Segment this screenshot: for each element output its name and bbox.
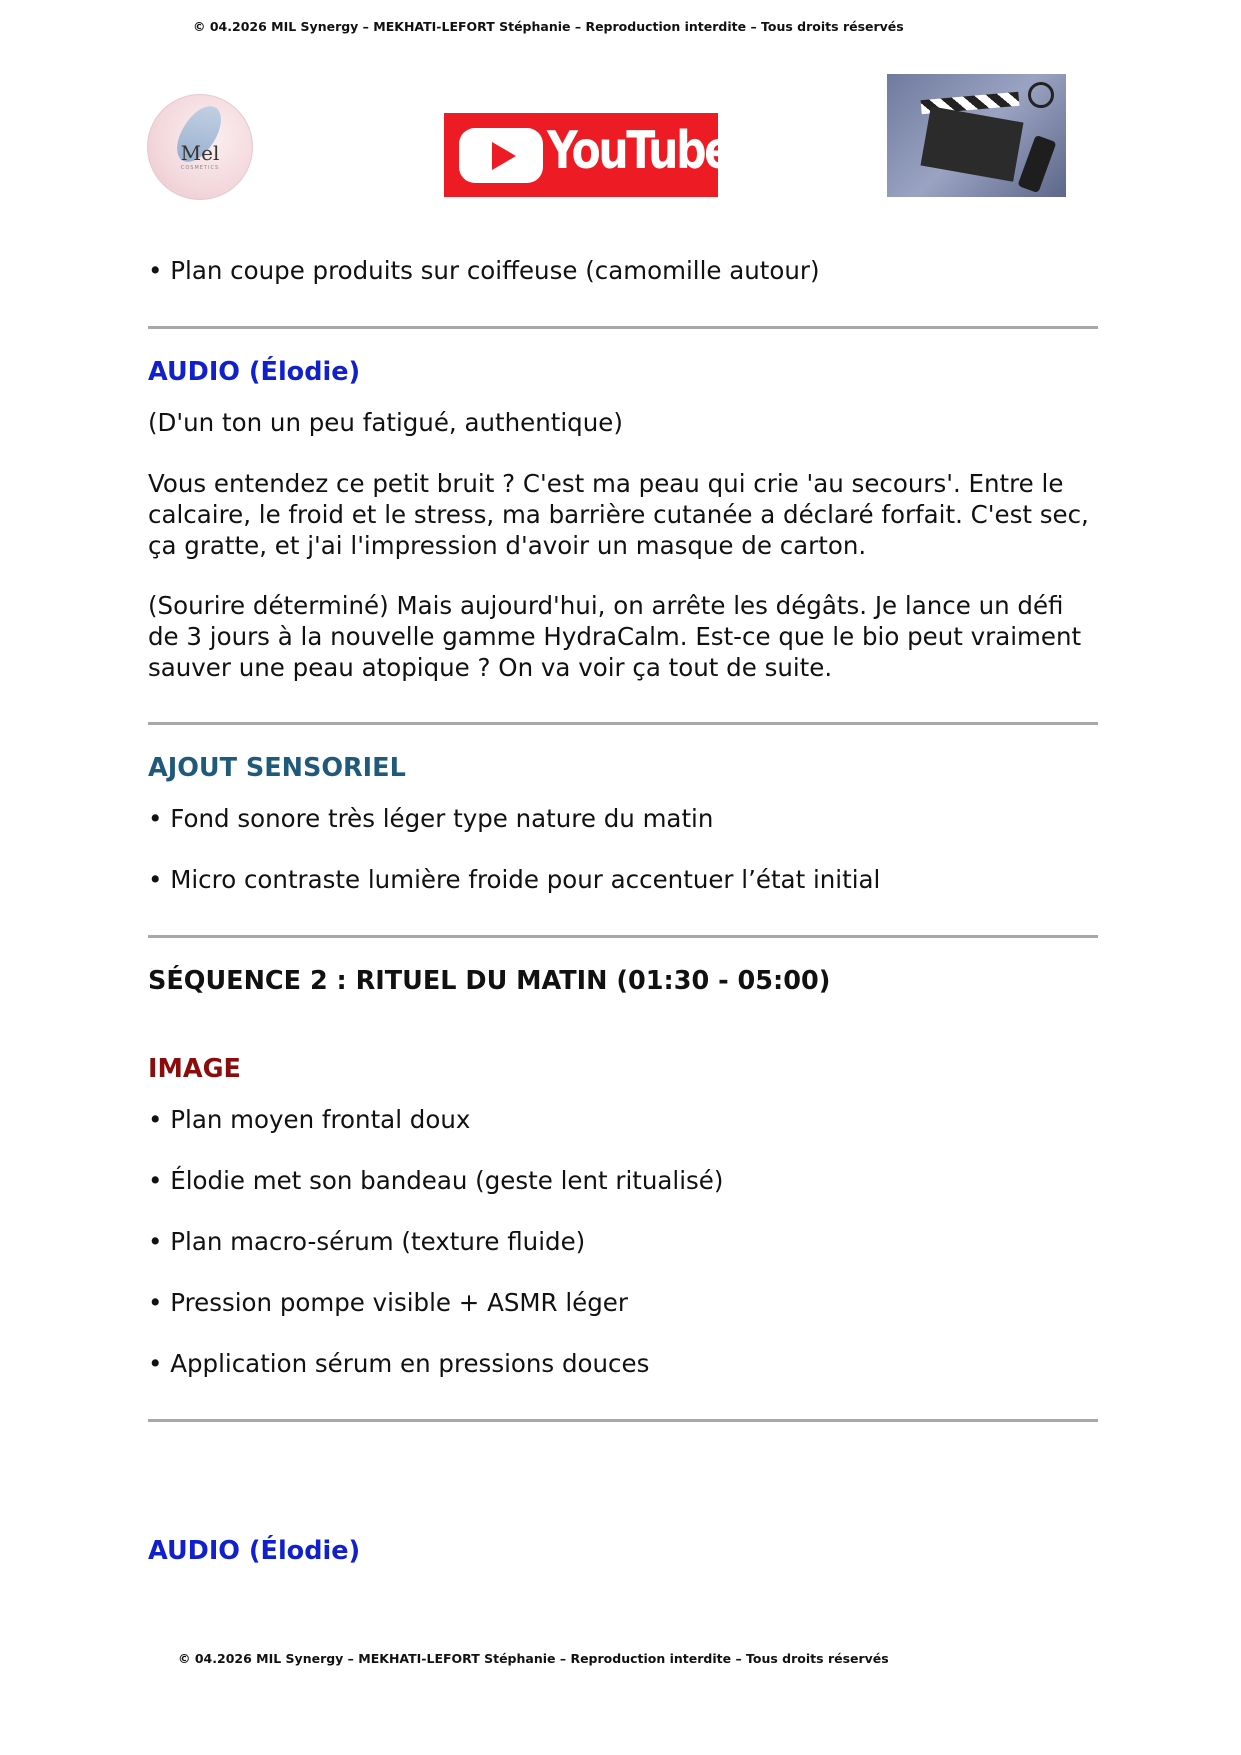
image-item: • Application sérum en pressions douces: [148, 1349, 650, 1378]
audio-paragraph-2: (Sourire déterminé) Mais aujourd'hui, on arrête les dégâts. Je lance un défi de 3 jours à la nouvelle gamme HydraCalm. Est-ce que le bio peut vraiment sauver une peau atopique ? On va voir ça tout de suite.: [148, 591, 1082, 682]
film-reel-icon: [1017, 135, 1056, 193]
header-copyright: © 04.2026 MIL Synergy – MEKHATI-LEFORT Stéphanie – Reproduction interdite – Tous droits réservés: [193, 19, 904, 34]
audio-paragraph-1: Vous entendez ce petit bruit ? C'est ma peau qui crie 'au secours'. Entre le calcaire, le froid et le stress, ma barrière cutanée a déclaré forfait. C'est sec, ça gratte, et j'ai l'impression d'avoir un masque de carton.: [148, 469, 1089, 560]
sensoriel-heading: AJOUT SENSORIEL: [148, 753, 406, 783]
footer-copyright: © 04.2026 MIL Synergy – MEKHATI-LEFORT Stéphanie – Reproduction interdite – Tous droits réservés: [178, 1651, 889, 1666]
play-icon: [459, 128, 543, 183]
intro-bullet: • Plan coupe produits sur coiffeuse (camomille autour): [148, 256, 820, 285]
audio-heading-2: AUDIO (Élodie): [148, 1536, 361, 1566]
separator: [148, 1419, 1098, 1422]
image-item: • Plan macro-sérum (texture fluide): [148, 1227, 586, 1256]
clapperboard-image: [887, 74, 1066, 197]
clapper-board: [921, 106, 1024, 181]
audio-heading: AUDIO (Élodie): [148, 357, 361, 387]
image-item: • Élodie met son bandeau (geste lent ritualisé): [148, 1166, 724, 1195]
youtube-wordmark: YouTube: [547, 121, 731, 181]
youtube-logo: [444, 113, 731, 197]
sensoriel-item: • Fond sonore très léger type nature du matin: [148, 804, 714, 833]
separator: [148, 326, 1098, 329]
image-item: • Pression pompe visible + ASMR léger: [148, 1288, 628, 1317]
image-heading: IMAGE: [148, 1054, 241, 1084]
mel-logo-subtext: COSMETICS: [180, 165, 220, 171]
sequence-heading: SÉQUENCE 2 : RITUEL DU MATIN (01:30 - 05:00): [148, 966, 831, 996]
mel-cosmetics-logo: [147, 94, 253, 200]
scissors-icon: [1028, 82, 1054, 108]
audio-tone: (D'un ton un peu fatigué, authentique): [148, 408, 623, 437]
sensoriel-item: • Micro contraste lumière froide pour accentuer l’état initial: [148, 865, 881, 894]
image-item: • Plan moyen frontal doux: [148, 1105, 471, 1134]
separator: [148, 935, 1098, 938]
separator: [148, 722, 1098, 725]
mel-logo-text: Mel: [180, 141, 220, 165]
